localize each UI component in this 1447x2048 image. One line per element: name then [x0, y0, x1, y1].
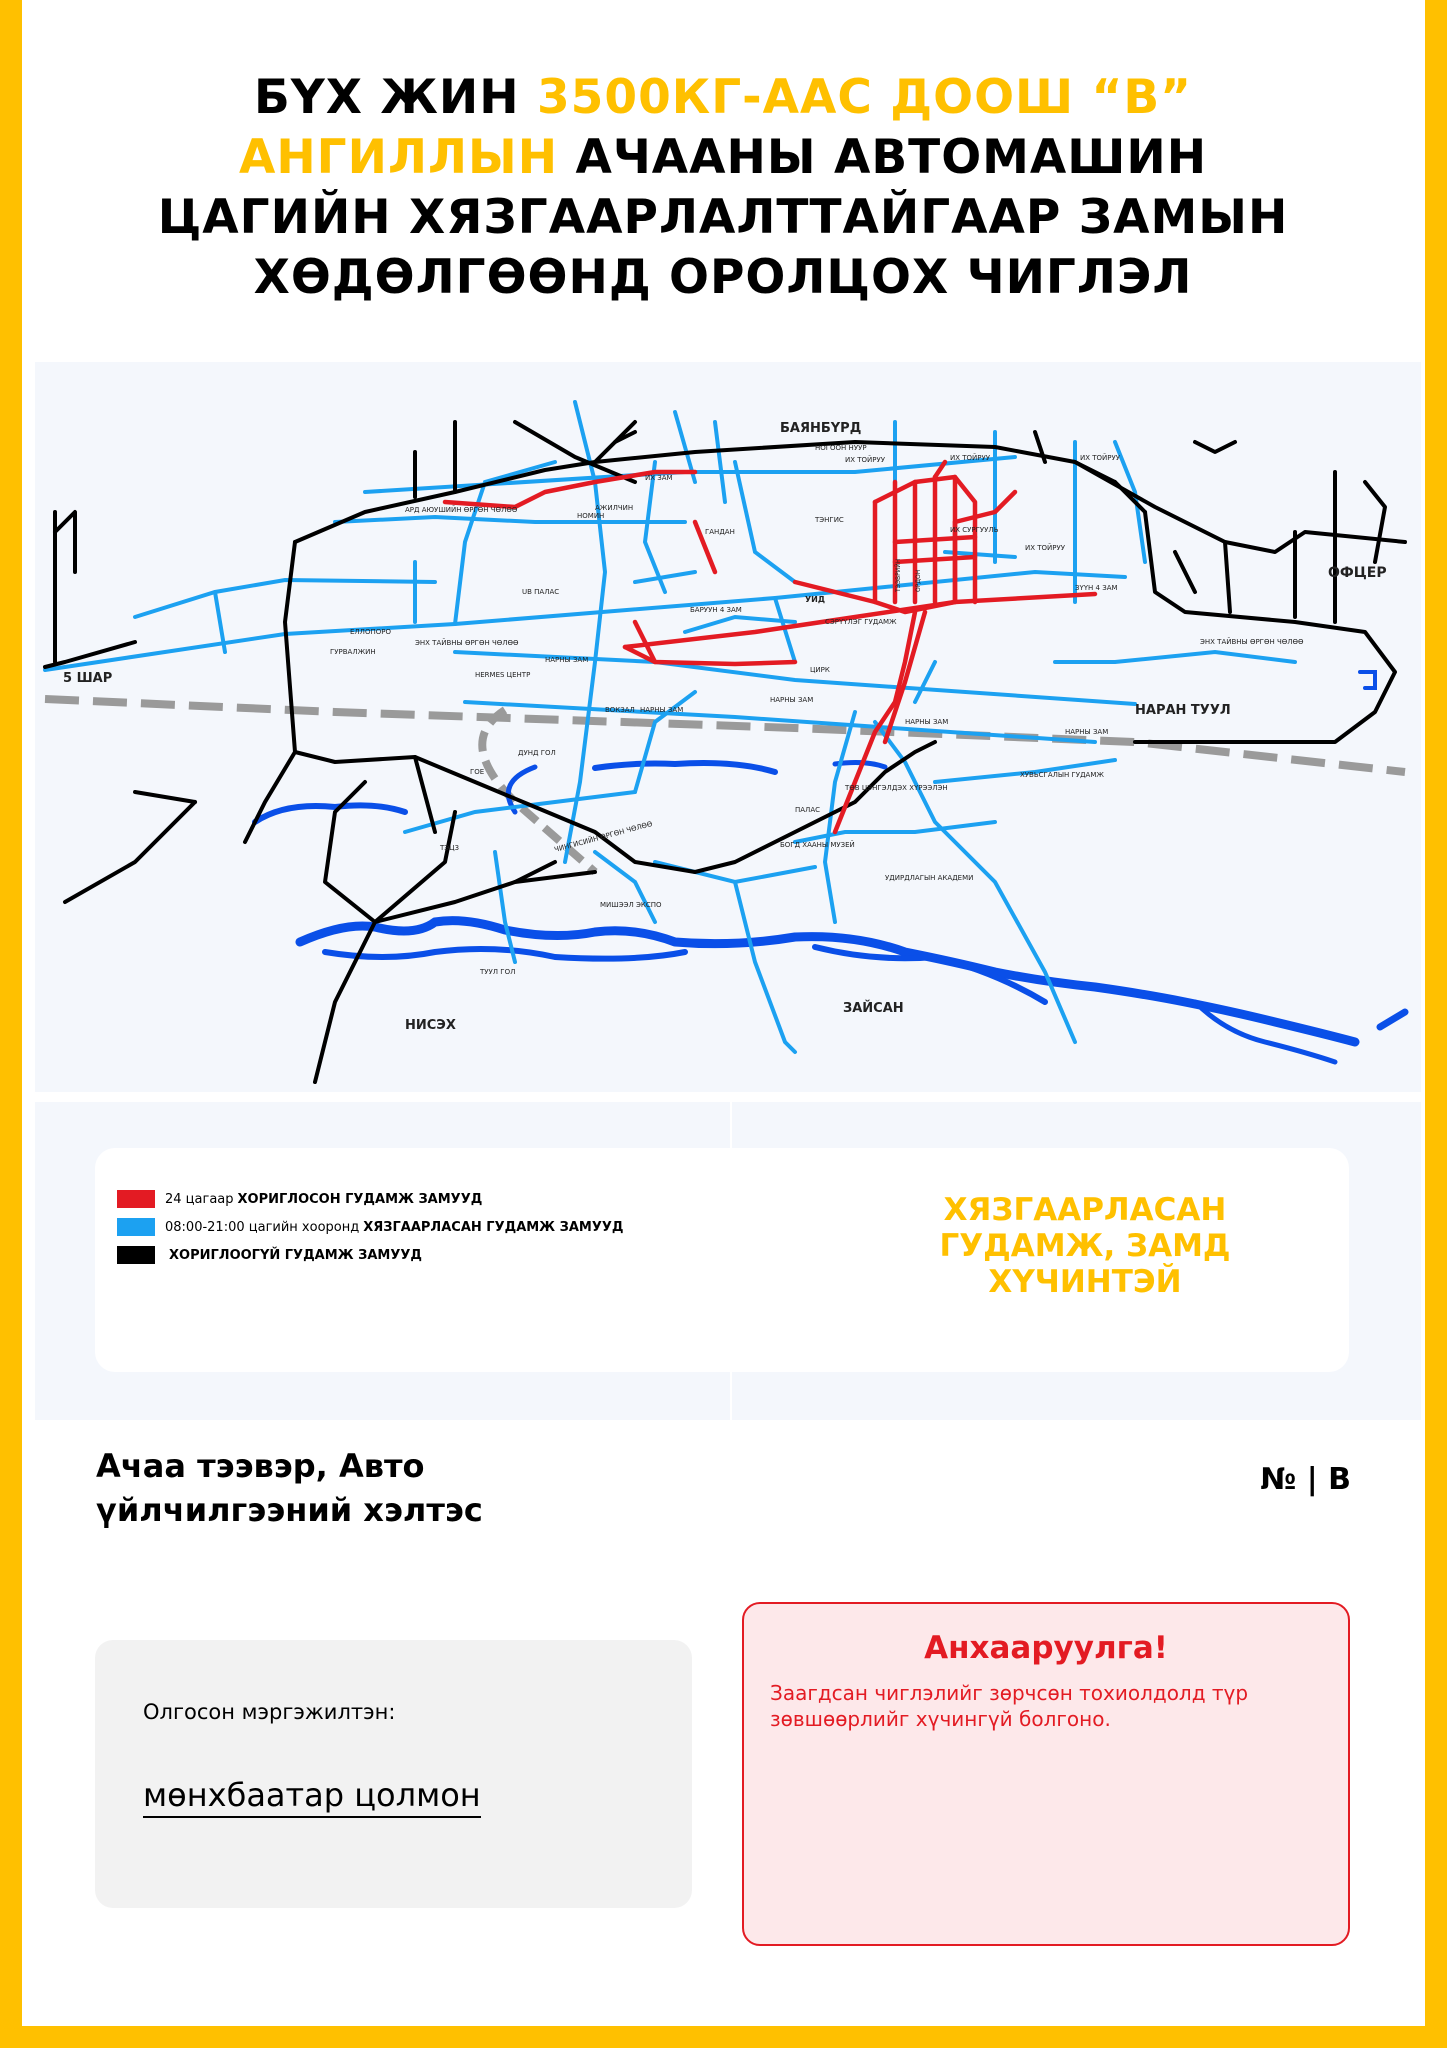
specialist-box [95, 1640, 692, 1908]
label-mishel: МИШЭЭЛ ЭКСПО [600, 901, 662, 909]
label-baruun-4-zam: БАРУУН 4 ЗАМ [690, 606, 742, 614]
label-ofitser: ОФЦЕР [1328, 565, 1387, 581]
label-5-shar: 5 ШАР [63, 671, 113, 686]
label-gandan: ГАНДАН [705, 528, 735, 536]
warning-title: Анхааруулга! [924, 1630, 1168, 1666]
label-ubgard: ОРДОН [915, 569, 922, 592]
title-highlight: 3500КГ-ААС ДООШ “В” АНГИЛЛЫН [238, 70, 1193, 185]
label-hermes: HERMES ЦЕНТР [475, 671, 531, 679]
label-gurvaljin: ГУРВАЛЖИН [330, 648, 376, 656]
label-ikh-surguuli: ИХ СУРГУУЛЬ [950, 526, 999, 534]
label-tengis: ТЭНГИС [815, 516, 844, 524]
specialist-name: мөнхбаатар цолмон [143, 1776, 481, 1818]
label-nisekh: НИСЭХ [405, 1018, 456, 1033]
label-udd: УИД [805, 595, 825, 604]
label-ikh-toiruu-2: ИХ ТОЙРУУ [950, 454, 991, 462]
legend-red-bold: ХОРИГЛОСОН ГУДАМЖ ЗАМУУД [237, 1191, 483, 1207]
label-khuvsgaltyn: ХУВЬСГАЛЫН ГУДАМЖ [1020, 771, 1104, 779]
label-narny-zam-2: НАРНЫ ЗАМ [640, 706, 684, 714]
title-part-3: АЧААНЫ АВТОМАШИН ЦАГИЙН ХЯЗГААРЛАЛТТАЙГААР ЗАМЫН ХӨДӨЛГӨӨНД ОРОЛЦОХ ЧИГЛЭЛ [157, 130, 1289, 305]
document-number: № | B [1260, 1462, 1351, 1497]
label-narny-zam-5: НАРНЫ ЗАМ [1065, 728, 1109, 736]
restriction-note: ХЯЗГААРЛАСАН ГУДАМЖ, ЗАМД ХҮЧИНТЭЙ [939, 1192, 1231, 1300]
label-tets: ТЭЦ3 [440, 844, 460, 852]
legend-black-swatch [117, 1246, 155, 1264]
label-bogd-khaan: БОГД ХААНЫ МУЗЕЙ [780, 841, 855, 849]
label-ikh-toiruu-4: ИХ ТОЙРУУ [1025, 544, 1066, 552]
warning-box [742, 1602, 1350, 1946]
label-tuliin: ТЭЭВРИЙН [895, 558, 902, 592]
specialist-label: Олгосон мэргэжилтэн: [143, 1700, 396, 1724]
label-tuul-gol: ТУУЛ ГОЛ [480, 968, 516, 976]
label-bayanburd: БАЯНБҮРД [780, 421, 862, 436]
label-nomin: НОМИН [577, 512, 605, 520]
legend-blue-prefix: 08:00-21:00 цагийн хооронд [165, 1219, 360, 1235]
label-tov-tsengeldekh: ТӨВ ЦЭНГЭЛДЭХ ХҮРЭЭЛЭН [845, 784, 948, 792]
label-dund-gol: ДУНД ГОЛ [518, 749, 556, 757]
label-ikh-toiruu-3: ИХ ТОЙРУУ [1080, 454, 1121, 462]
label-chinggis: ЧИНГИСИЙН ӨРГӨН ЧӨЛӨӨ [553, 819, 654, 854]
label-voksal: ВОКЗАЛ [605, 706, 635, 714]
legend-blue-bold: ХЯЗГААРЛАСАН ГУДАМЖ ЗАМУУД [363, 1219, 624, 1235]
department-name: Ачаа тээвэр, Авто үйлчилгээний хэлтэс [96, 1447, 483, 1529]
legend-section [35, 1102, 1421, 1420]
label-udirdlagyn: УДИРДЛАГЫН АКАДЕМИ [885, 874, 974, 882]
label-ajilchin: АЖИЛЧИН [595, 504, 634, 512]
map-svg [35, 362, 1421, 1092]
legend-unrestricted [117, 1246, 422, 1264]
legend-blue-swatch [117, 1218, 155, 1236]
label-enkh-taivan-2: ЭНХ ТАЙВНЫ ӨРГӨН ЧӨЛӨӨ [1200, 638, 1304, 646]
route-map[interactable] [35, 362, 1421, 1092]
title-part-1: БҮХ ЖИН [253, 70, 537, 125]
label-seruulekh: СЭРҮҮЛЭГ ГУДАМЖ [825, 618, 897, 626]
label-ard-ayush: АРД АЮУШИЙН ӨРГӨН ЧӨЛӨӨ [405, 506, 518, 514]
label-zuun-4-zam: ЗҮҮН 4 ЗАМ [1075, 584, 1118, 592]
label-elloporo: ЕЛЛОПОРО [350, 628, 391, 636]
label-palace: ПАЛАС [795, 806, 820, 814]
label-circ: ЦИРК [810, 666, 830, 674]
warning-text: Заагдсан чиглэлийг зөрчсөн тохиолдолд түр зөвшөөрлийг хүчингүй болгоно. [770, 1681, 1249, 1731]
legend-black-bold: ХОРИГЛООГҮЙ ГУДАМЖ ЗАМУУД [169, 1247, 422, 1263]
label-ikh-zam: ИХ ЗАМ [645, 474, 673, 482]
label-ub-palace: UB ПАЛАС [522, 588, 560, 596]
legend-card [95, 1148, 1349, 1372]
label-enkh-taivan-1: ЭНХ ТАЙВНЫ ӨРГӨН ЧӨЛӨӨ [415, 639, 519, 647]
legend-red-swatch [117, 1190, 155, 1208]
label-narny-zam-4: НАРНЫ ЗАМ [905, 718, 949, 726]
label-narny-zam-3: НАРНЫ ЗАМ [770, 696, 814, 704]
label-narny-zam-1: НАРНЫ ЗАМ [545, 656, 589, 664]
label-nogoon-nuur: НОГООН НУУР [815, 444, 867, 452]
label-naran-tuul: НАРАН ТУУЛ [1135, 703, 1231, 718]
legend-restricted [117, 1218, 623, 1236]
label-ikh-toiruu-1: ИХ ТОЙРУУ [845, 456, 886, 464]
label-gge: ГОЕ [470, 768, 485, 776]
label-zaisan: ЗАЙСАН [843, 1001, 904, 1016]
legend-prohibited [117, 1190, 482, 1208]
page-title [150, 68, 1296, 308]
legend-red-prefix: 24 цагаар [165, 1191, 234, 1207]
